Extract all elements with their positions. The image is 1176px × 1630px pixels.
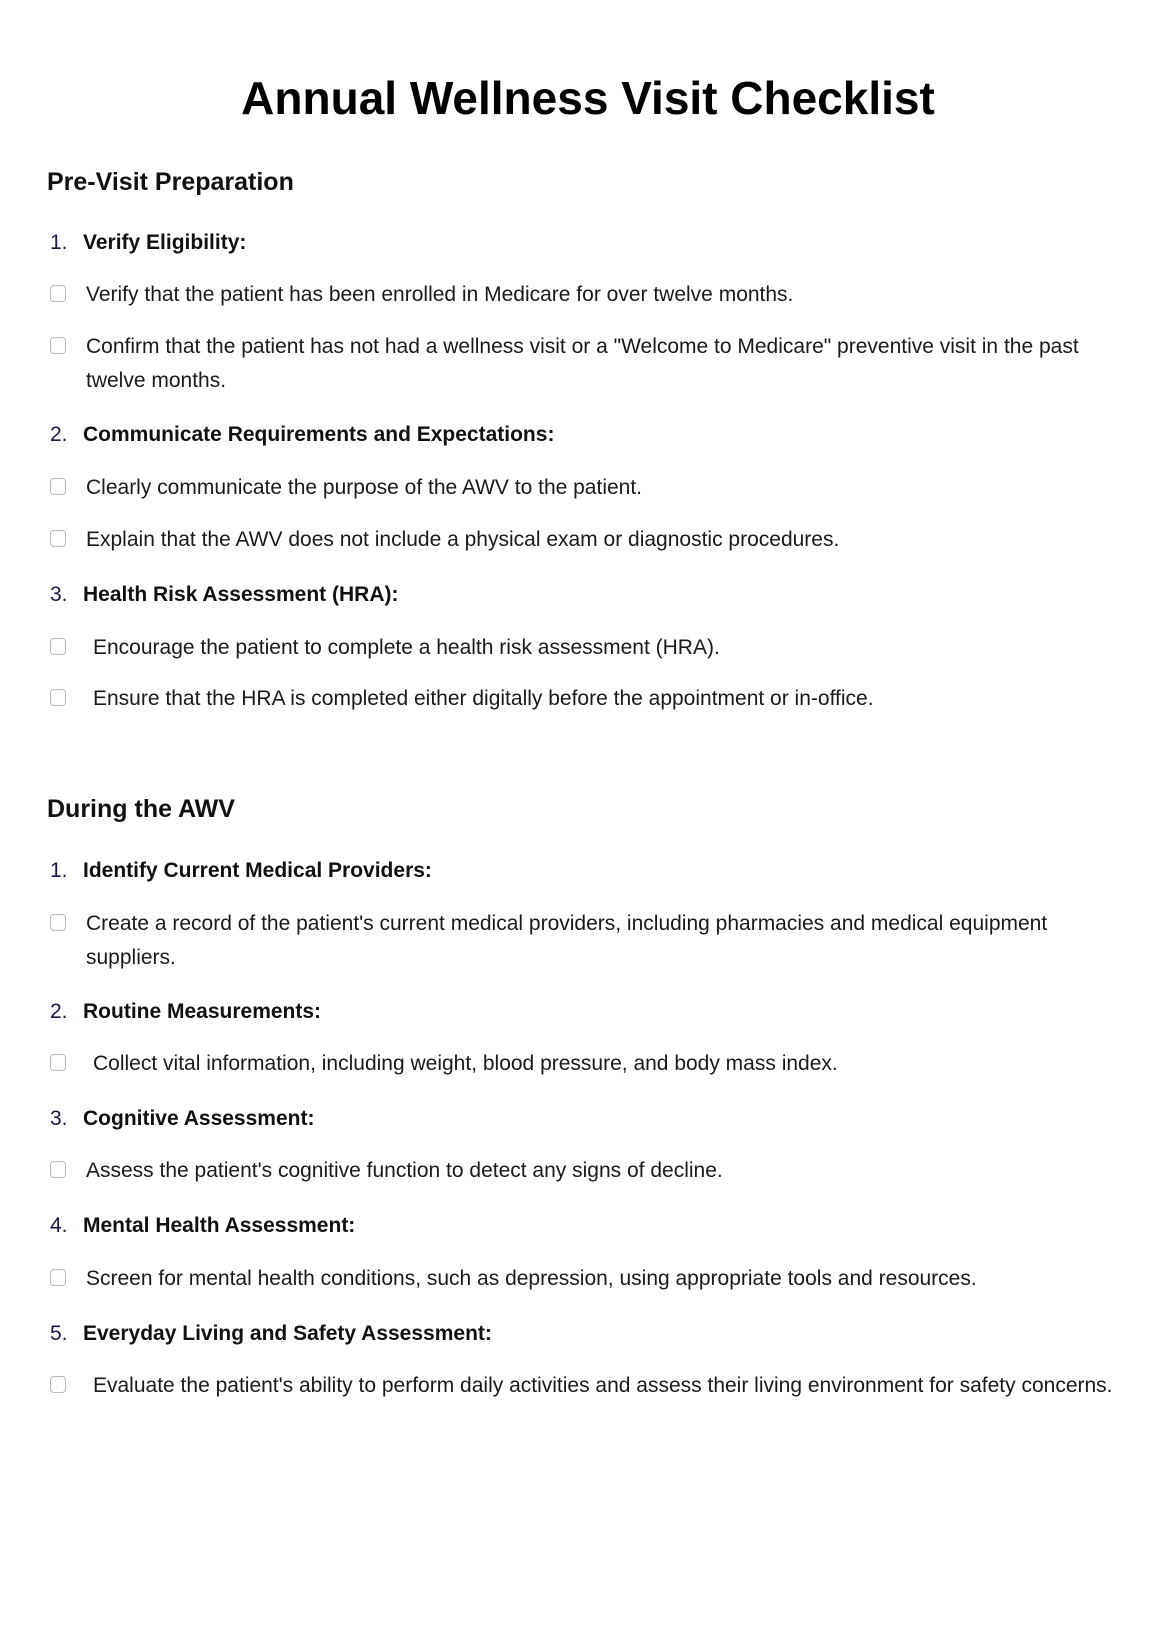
checkbox-unchecked-icon[interactable] <box>50 638 66 655</box>
checklist-item-text: Collect vital information, including weight, blood pressure, and body mass index. <box>93 1052 838 1075</box>
step-mental-health-assessment <box>50 1212 355 1240</box>
step-label: Mental Health Assessment: <box>83 1214 356 1237</box>
step-communicate-requirements <box>50 421 554 449</box>
checkbox-unchecked-icon[interactable] <box>50 530 66 547</box>
checkbox-unchecked-icon[interactable] <box>50 1161 66 1178</box>
checklist-item <box>50 471 1130 505</box>
checkbox-unchecked-icon[interactable] <box>50 337 66 354</box>
step-label: Verify Eligibility: <box>83 231 247 254</box>
checkbox-unchecked-icon[interactable] <box>50 478 66 495</box>
step-number: 4. <box>50 1214 68 1237</box>
checkbox-unchecked-icon[interactable] <box>50 914 66 931</box>
section-heading-pre-visit: Pre-Visit Preparation <box>47 168 294 196</box>
checklist-item <box>50 523 1130 557</box>
checklist-item-text: Ensure that the HRA is completed either digitally before the appointment or in-office. <box>93 687 874 710</box>
step-number: 1. <box>50 859 68 882</box>
checklist-item-text: Evaluate the patient's ability to perform daily activities and assess their living environment for safety concerns. <box>93 1374 1113 1397</box>
section-heading-during-awv: During the AWV <box>47 795 235 823</box>
step-label: Cognitive Assessment: <box>83 1107 315 1130</box>
checklist-item-text: Clearly communicate the purpose of the AWV to the patient. <box>86 476 643 499</box>
step-health-risk-assessment <box>50 581 398 609</box>
step-routine-measurements <box>50 998 321 1026</box>
step-identify-providers <box>50 857 432 885</box>
checklist-item <box>50 682 1130 716</box>
step-label: Everyday Living and Safety Assessment: <box>83 1322 492 1345</box>
step-number: 2. <box>50 1000 68 1023</box>
step-verify-eligibility <box>50 229 246 257</box>
step-label: Health Risk Assessment (HRA): <box>83 583 399 606</box>
checklist-item-text: Encourage the patient to complete a health risk assessment (HRA). <box>93 636 720 659</box>
checkbox-unchecked-icon[interactable] <box>50 1376 66 1393</box>
step-number: 1. <box>50 231 68 254</box>
step-number: 2. <box>50 423 68 446</box>
checkbox-unchecked-icon[interactable] <box>50 689 66 706</box>
step-number: 3. <box>50 583 68 606</box>
checklist-item <box>50 907 1130 975</box>
step-everyday-living-safety <box>50 1320 492 1348</box>
checklist-item-text: Assess the patient's cognitive function to detect any signs of decline. <box>86 1159 723 1182</box>
checklist-item <box>50 278 1130 312</box>
checklist-item <box>50 1154 1130 1188</box>
step-number: 3. <box>50 1107 68 1130</box>
checkbox-unchecked-icon[interactable] <box>50 1269 66 1286</box>
checklist-item <box>50 1262 1130 1296</box>
step-label: Routine Measurements: <box>83 1000 322 1023</box>
checklist-item <box>50 330 1130 398</box>
checkbox-unchecked-icon[interactable] <box>50 1054 66 1071</box>
step-label: Identify Current Medical Providers: <box>83 859 432 882</box>
checklist-item-text: Create a record of the patient's current medical providers, including pharmacies and medical equipment suppliers. <box>86 912 1048 969</box>
checklist-item <box>50 1369 1130 1403</box>
step-label: Communicate Requirements and Expectations: <box>83 423 555 446</box>
step-number: 5. <box>50 1322 68 1345</box>
checklist-item-text: Screen for mental health conditions, such as depression, using appropriate tools and resources. <box>86 1267 977 1290</box>
checklist-item-text: Confirm that the patient has not had a wellness visit or a "Welcome to Medicare" preventive visit in the past twelve months. <box>86 335 1079 392</box>
step-cognitive-assessment <box>50 1105 314 1133</box>
checklist-item-text: Explain that the AWV does not include a physical exam or diagnostic procedures. <box>86 528 840 551</box>
checklist-item <box>50 1047 1130 1081</box>
checklist-item-text: Verify that the patient has been enrolled in Medicare for over twelve months. <box>86 283 794 306</box>
checklist-item <box>50 631 1130 665</box>
checkbox-unchecked-icon[interactable] <box>50 285 66 302</box>
page-title: Annual Wellness Visit Checklist <box>241 72 935 124</box>
